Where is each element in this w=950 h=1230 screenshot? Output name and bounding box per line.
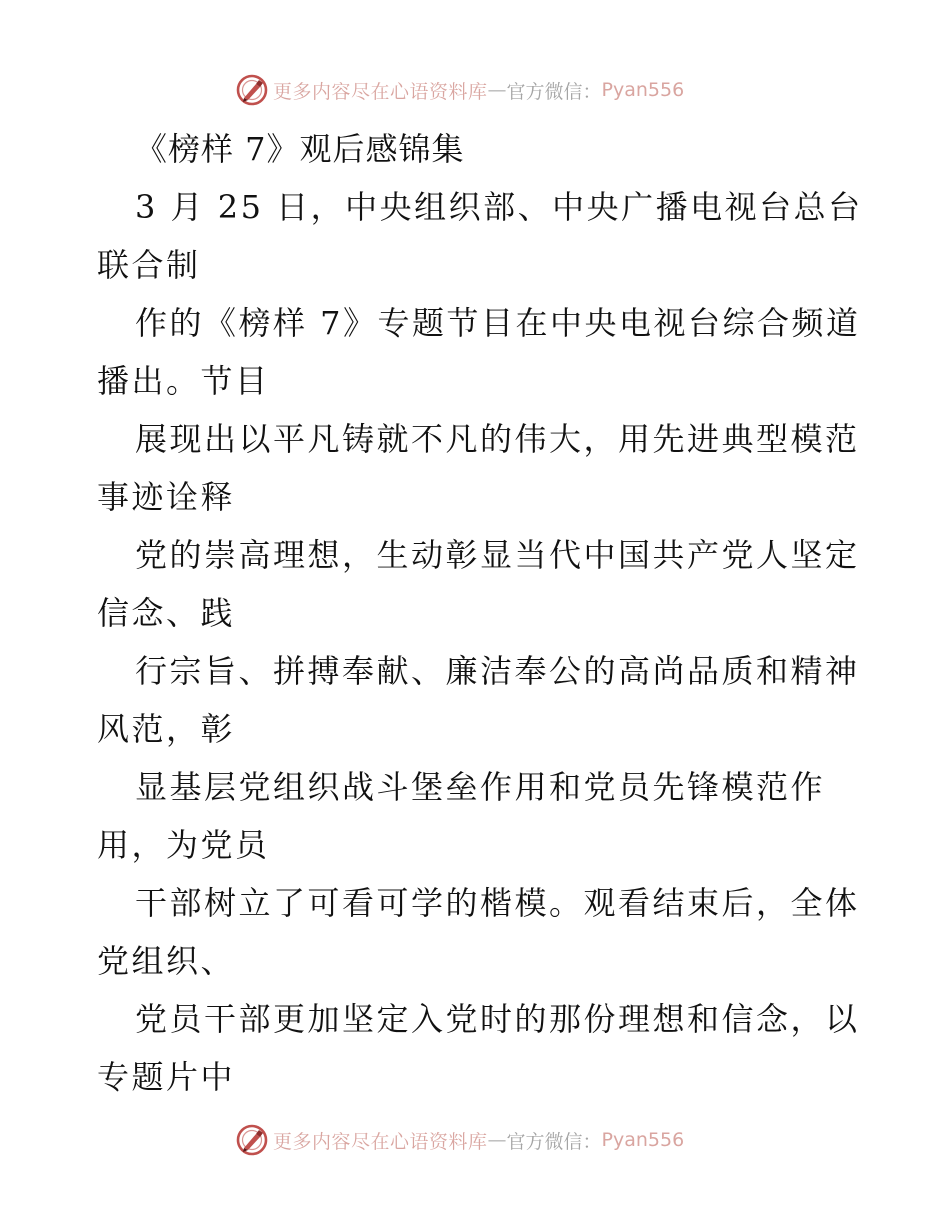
paragraph-line: 作的《榜样 7》专题节目在中央电视台综合频道: [135, 304, 861, 342]
header-watermark: [235, 72, 684, 108]
paragraph-line: 党员干部更加坚定入党时的那份理想和信念，以: [135, 1000, 860, 1038]
pen-circle-logo-icon: [235, 1123, 269, 1157]
header-wechat-id: Pyan556: [601, 79, 685, 101]
header-brand-text: 更多内容尽在心语资料库: [273, 80, 488, 103]
footer-watermark: [235, 1122, 684, 1158]
paragraph-line: 风范，彰: [97, 710, 236, 748]
paragraph-line: 3 月 25 日，中央组织部、中央广播电视台总台: [135, 188, 863, 226]
paragraph-line: 联合制: [97, 246, 201, 284]
footer-brand-text: 更多内容尽在心语资料库: [273, 1130, 488, 1153]
document-title: 《榜样 7》观后感锦集: [135, 130, 465, 168]
paragraph-line: 党的崇高理想，生动彰显当代中国共产党人坚定: [135, 536, 860, 574]
document-body: [97, 120, 887, 1106]
pen-circle-logo-icon: [235, 73, 269, 107]
header-wechat-label: 官方微信：: [506, 80, 602, 103]
footer-wechat-label: 官方微信：: [506, 1130, 602, 1153]
paragraph-line: 信念、践: [97, 594, 236, 632]
paragraph-line: 用，为党员: [97, 826, 270, 864]
footer-wechat-id: Pyan556: [601, 1129, 685, 1151]
footer-dash: —: [487, 1129, 507, 1151]
header-dash: —: [487, 79, 507, 101]
paragraph-line: 展现出以平凡铸就不凡的伟大，用先进典型模范: [135, 420, 860, 458]
paragraph-line: 播出。节目: [97, 362, 270, 400]
paragraph-line: 党组织、: [97, 942, 236, 980]
paragraph-line: 事迹诠释: [97, 478, 236, 516]
paragraph-line: 行宗旨、拼搏奉献、廉洁奉公的高尚品质和精神: [135, 652, 860, 690]
paragraph-line: 显基层党组织战斗堡垒作用和党员先锋模范作: [135, 768, 826, 806]
paragraph-line: 干部树立了可看可学的楷模。观看结束后，全体: [135, 884, 860, 922]
paragraph-line: 专题片中: [97, 1058, 236, 1096]
